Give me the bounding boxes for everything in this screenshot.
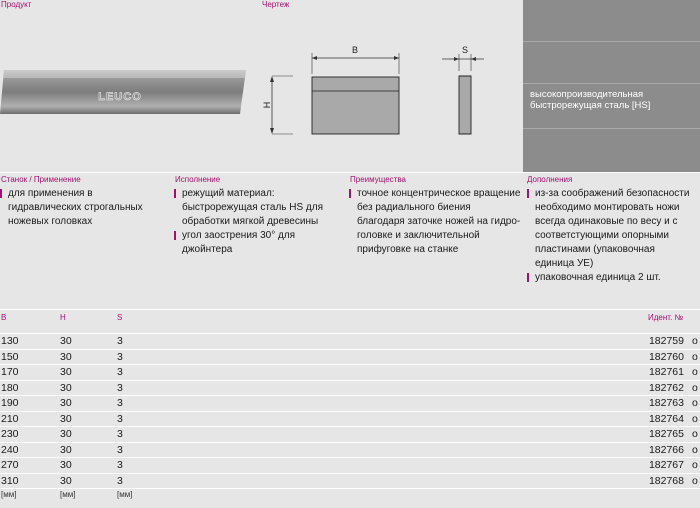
machine-column: [0, 187, 165, 229]
cell-b: 210: [1, 412, 19, 425]
cell-id: 182762: [648, 381, 684, 394]
cell-h: 30: [60, 350, 72, 363]
dimension-b-label: B: [351, 45, 359, 55]
additional-column: [527, 187, 695, 285]
advantages-item: точное концентрическое вращение без радиального биения благодаря заточке ножей на гидро-головке и заключительной прифуговке на станке: [349, 187, 521, 257]
cell-b: 310: [1, 474, 19, 487]
order-mark[interactable]: o: [692, 474, 698, 487]
dimension-h-label: H: [262, 101, 272, 109]
cell-b: 150: [1, 350, 19, 363]
cell-s: 3: [117, 366, 123, 378]
table-row: [0, 364, 700, 380]
header-machine: Станок / Применение: [1, 175, 81, 184]
cell-id: 182763: [648, 397, 684, 409]
cell-h: 30: [60, 366, 72, 378]
table-row: [0, 380, 700, 396]
cell-s: 3: [117, 350, 123, 363]
cell-id: 182760: [648, 350, 684, 363]
leuco-logo: LEUCO: [98, 91, 142, 103]
cell-id: 182764: [648, 412, 684, 425]
table-row: [0, 473, 700, 489]
cell-h: 30: [60, 412, 72, 425]
table-row: [0, 395, 700, 411]
order-mark[interactable]: o: [692, 428, 698, 440]
table-row: [0, 333, 700, 349]
material-grade-panel: [523, 0, 700, 172]
dimension-s-label: S: [461, 45, 469, 55]
cell-h: 30: [60, 381, 72, 394]
cell-s: 3: [117, 428, 123, 440]
cell-id: 182765: [648, 428, 684, 440]
cell-id: 182761: [648, 366, 684, 378]
cell-h: 30: [60, 443, 72, 456]
order-mark[interactable]: o: [692, 443, 698, 456]
advantages-column: [349, 187, 521, 257]
cell-s: 3: [117, 335, 123, 347]
order-mark[interactable]: o: [692, 335, 698, 347]
cell-b: 180: [1, 381, 19, 394]
cell-b: 130: [1, 335, 19, 347]
material-grade-text: высокопроизводительная быстрорежущая сталь [HS]: [530, 89, 651, 111]
header-drawing: Чертеж: [262, 0, 290, 9]
cell-id: 182759: [648, 335, 684, 347]
cell-id: 182766: [648, 443, 684, 456]
cell-s: 3: [117, 412, 123, 425]
unit-b: [мм]: [1, 490, 17, 499]
header-product: Продукт: [1, 0, 32, 9]
cell-b: 170: [1, 366, 19, 378]
machine-item: для применения в гидравлических строгальных ножевых головках: [0, 187, 165, 229]
order-mark[interactable]: o: [692, 381, 698, 394]
cell-h: 30: [60, 335, 72, 347]
version-column: [174, 187, 344, 257]
version-item: угол заострения 30° для джойнтера: [174, 229, 344, 257]
table-header-h: H: [60, 313, 66, 322]
cell-s: 3: [117, 443, 123, 456]
version-item: режущий материал: быстрорежущая сталь HS для обработки мягкой древесины: [174, 187, 344, 229]
unit-s: [мм]: [117, 490, 133, 499]
order-mark[interactable]: o: [692, 412, 698, 425]
table-header-id: Идент. №: [648, 313, 684, 322]
cell-id: 182767: [648, 459, 684, 471]
cell-b: 270: [1, 459, 19, 471]
cell-id: 182768: [648, 474, 684, 487]
table-row: [0, 457, 700, 473]
unit-h: [мм]: [60, 490, 76, 499]
cell-s: 3: [117, 474, 123, 487]
cell-h: 30: [60, 397, 72, 409]
table-header-s: S: [117, 313, 123, 322]
additional-item: из-за соображений безопасности необходимо монтировать ножи всегда одинаковые по весу и с соответстующими опорными пластинами (упаковочная единица УЕ): [527, 187, 695, 271]
technical-drawing: [262, 38, 502, 148]
cell-s: 3: [117, 381, 123, 394]
additional-item: упаковочная единица 2 шт.: [527, 271, 695, 285]
header-version: Исполнение: [175, 175, 221, 184]
cell-s: 3: [117, 397, 123, 409]
cell-s: 3: [117, 459, 123, 471]
order-mark[interactable]: o: [692, 350, 698, 363]
header-additional: Дополнения: [527, 175, 573, 184]
cell-h: 30: [60, 474, 72, 487]
table-header-b: B: [1, 313, 7, 322]
cell-h: 30: [60, 459, 72, 471]
table-row: [0, 442, 700, 458]
order-mark[interactable]: o: [692, 366, 698, 378]
table-row: [0, 411, 700, 427]
cell-b: 240: [1, 443, 19, 456]
cell-b: 230: [1, 428, 19, 440]
table-row: [0, 349, 700, 365]
order-mark[interactable]: o: [692, 459, 698, 471]
header-advantages: Преимущества: [350, 175, 406, 184]
order-mark[interactable]: o: [692, 397, 698, 409]
table-row: [0, 426, 700, 442]
cell-b: 190: [1, 397, 19, 409]
knife-blade-image: [0, 68, 248, 116]
cell-h: 30: [60, 428, 72, 440]
